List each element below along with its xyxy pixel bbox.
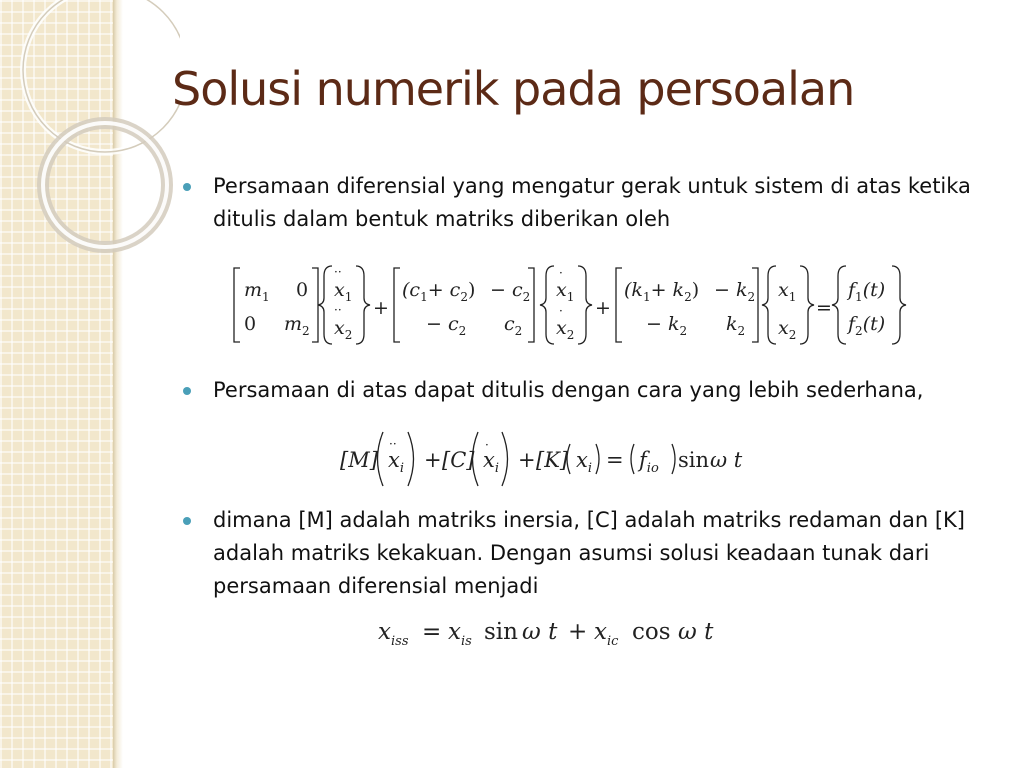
svg-text:··: ·· — [334, 265, 342, 279]
eq-x1: x — [778, 279, 789, 301]
eq-f-io: f — [639, 448, 647, 472]
equation-compact-form — [338, 428, 748, 490]
bullet-dot-icon — [183, 517, 191, 525]
svg-text:x2: $x_2$ — [334, 317, 353, 342]
eq-xd1: x — [556, 279, 567, 301]
svg-text:·: · — [559, 304, 563, 318]
svg-text:xi: $x_i$ — [483, 448, 500, 476]
bullet-dot-icon — [183, 183, 191, 191]
equation-steady-state — [376, 612, 736, 656]
svg-text:xiss: $x_{iss}$ — [378, 619, 409, 649]
eq-equals-3: = — [422, 619, 442, 645]
svg-text:xi: $x_i$ — [576, 448, 593, 476]
eq-c-c: − c — [426, 313, 459, 335]
svg-text:c2: $c_2$ — [504, 313, 523, 338]
svg-text:(c1+ c2): $(c_1+ c_2)$ — [402, 279, 476, 304]
bullet-item-1 — [213, 170, 993, 236]
eq-omega-t-1: ω t — [522, 619, 558, 645]
svg-text:− k2: − $k_2$ — [646, 313, 688, 338]
eq-x2: x — [778, 317, 789, 339]
eq-plus-2: + — [595, 297, 611, 319]
svg-text:xic: $x_{ic}$ — [594, 619, 619, 649]
svg-text:− c2: − $c_2$ — [490, 279, 531, 304]
svg-text:··: ·· — [334, 303, 342, 317]
svg-text:fio: $f_{io}$ — [639, 448, 659, 476]
eq-xd-i: x — [483, 448, 495, 472]
equation-matrix-form — [228, 262, 918, 354]
eq-xdd2: x — [334, 317, 345, 339]
svg-text:x1: $x_1$ — [334, 279, 353, 304]
eq-plus-1: + — [373, 297, 389, 319]
eq-sin: sin — [678, 448, 710, 472]
eq-matrix-m: [M] — [340, 448, 378, 472]
eq-matrix-c: [C] — [442, 448, 475, 472]
svg-text:m1: $m_1$ — [244, 279, 270, 304]
bullet-item-2 — [213, 374, 993, 407]
svg-text:m2: $m_2$ — [284, 313, 310, 338]
svg-text:··: ·· — [389, 437, 397, 451]
eq-m2: m — [284, 313, 303, 335]
eq-equals-2: = — [606, 448, 624, 472]
svg-text:f2(t): $f_2(t)$ — [848, 313, 886, 338]
svg-text:x1: $x_1$ — [556, 279, 575, 304]
eq-omega-t-2: ω t — [678, 619, 714, 645]
eq-omega-t: ω t — [710, 448, 743, 472]
bullet-text-3: dimana [M] adalah matriks inersia, [C] adalah matriks redaman dan [K] adalah matriks kekakuan. Dengan asumsi solusi keadaan tunak dari persamaan diferensial menjadi — [213, 508, 966, 598]
svg-text:x2: $x_2$ — [778, 317, 797, 342]
eq-k-d: k — [726, 313, 738, 335]
eq-xdd1: x — [334, 279, 345, 301]
svg-text:·: · — [559, 266, 563, 280]
bullet-text-1: Persamaan diferensial yang mengatur gerak untuk sistem di atas ketika ditulis dalam bentuk matriks diberikan oleh — [213, 174, 971, 231]
eq-x-iss: x — [378, 619, 391, 645]
eq-xdd-i: x — [388, 448, 400, 472]
svg-text:x2: $x_2$ — [556, 317, 575, 342]
eq-c-b: − c — [490, 279, 523, 301]
eq-matrix-k: [K] — [536, 448, 569, 472]
eq-equals-1: = — [816, 297, 832, 319]
eq-k-b: − k — [714, 279, 748, 301]
eq-x-ic: x — [594, 619, 607, 645]
svg-text:·: · — [485, 438, 489, 452]
svg-text:xi: $x_i$ — [388, 448, 405, 476]
eq-k-c: − k — [646, 313, 680, 335]
svg-text:(k1+ k2): $(k_1+ k_2)$ — [624, 279, 700, 304]
eq-x-i: x — [576, 448, 588, 472]
eq-cos: cos — [632, 619, 671, 645]
slide-title: Solusi numerik pada persoalan — [172, 62, 855, 116]
svg-text:k2: $k_2$ — [726, 313, 746, 338]
svg-text:xis: $x_{is}$ — [448, 619, 472, 649]
svg-text:− k2: − $k_2$ — [714, 279, 756, 304]
svg-text:− c2: − $c_2$ — [426, 313, 467, 338]
eq-zero-b: 0 — [244, 313, 257, 335]
decorative-rings — [0, 0, 180, 260]
eq-f1: f — [848, 279, 856, 301]
bullet-text-2: Persamaan di atas dapat ditulis dengan cara yang lebih sederhana, — [213, 378, 924, 402]
svg-text:f1(t): $f_1(t)$ — [848, 279, 886, 304]
eq-m1: m — [244, 279, 263, 301]
bullet-item-3 — [213, 504, 993, 603]
svg-text:x1: $x_1$ — [778, 279, 797, 304]
eq-sin-2: sin — [484, 619, 518, 645]
bullet-dot-icon — [183, 387, 191, 395]
eq-plus-3: + — [568, 619, 588, 645]
eq-xd2: x — [556, 317, 567, 339]
eq-plus-b: + — [518, 448, 536, 472]
eq-zero-a: 0 — [296, 279, 309, 301]
eq-f2: f — [848, 313, 856, 335]
eq-c-d: c — [504, 313, 515, 335]
eq-plus-a: + — [424, 448, 442, 472]
eq-x-is: x — [448, 619, 461, 645]
